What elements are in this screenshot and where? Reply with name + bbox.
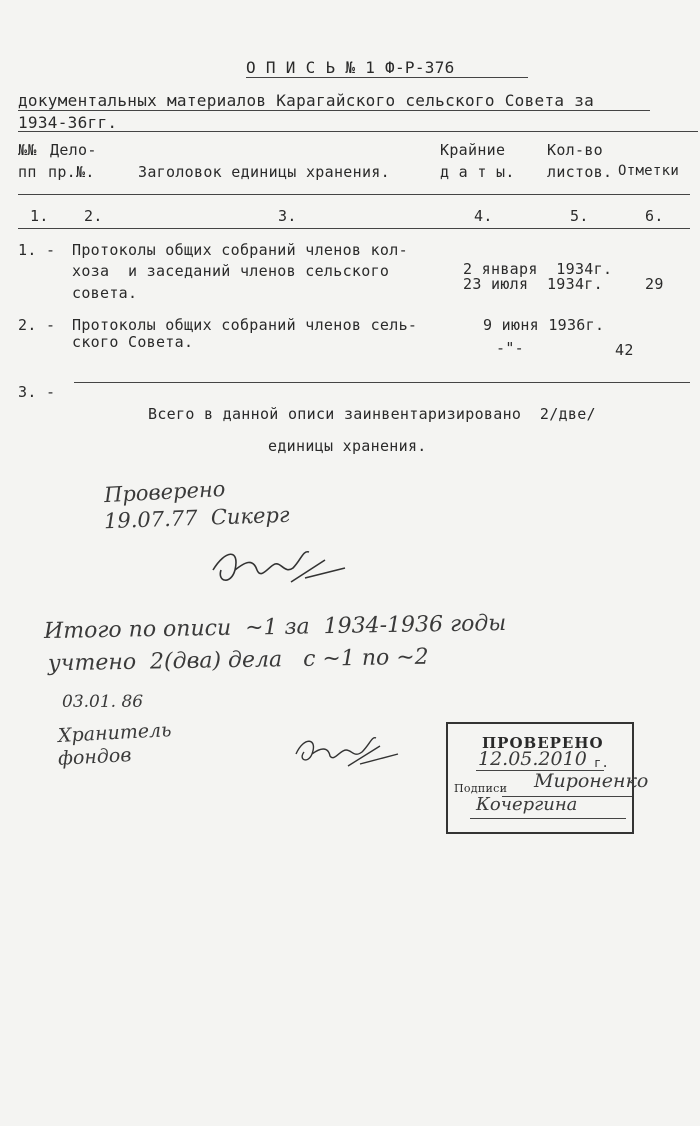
stamp-signatures-label: Подписи xyxy=(454,782,508,795)
row-date-start: 9 июня 1936г. xyxy=(483,316,605,334)
row-number: 3. - xyxy=(18,383,56,401)
stamp-sig-line xyxy=(470,818,626,819)
header-col-case: Дело- xyxy=(50,141,97,159)
numbers-divider xyxy=(18,228,690,229)
header-col-case-sub: пр.№. xyxy=(48,163,95,181)
row-title-line: Протоколы общих собраний членов сель- xyxy=(72,316,418,334)
title-underline xyxy=(246,77,528,78)
stamp-title: ПРОВЕРЕНО xyxy=(482,734,604,752)
row-sheets: 42 xyxy=(615,341,634,359)
col-number-6: 6. xyxy=(645,207,664,225)
header-col-dates: Крайние xyxy=(440,141,506,159)
row-title-line: ского Совета. xyxy=(72,333,194,351)
header-col-dates-sub: д а т ы. xyxy=(440,163,515,181)
verification-stamp xyxy=(446,722,649,834)
handwritten-total-line: Итого по описи ~1 за 1934-1936 годы xyxy=(43,610,507,645)
row-title-line: совета. xyxy=(72,284,138,302)
row-date-ditto: -"- xyxy=(496,339,524,357)
handwritten-checked: Проверено xyxy=(103,476,226,508)
handwritten-keeper: фондов xyxy=(57,744,132,770)
col-number-1: 1. xyxy=(30,207,49,225)
header-col-sheets-sub: листов. xyxy=(547,163,613,181)
inventory-title: О П И С Ь № 1 Ф-Р-376 xyxy=(246,58,455,77)
row-title-line: хоза и заседаний членов сельского xyxy=(72,262,390,280)
summary-line: единицы хранения. xyxy=(268,437,427,455)
years-underline xyxy=(18,131,698,132)
col-number-2: 2. xyxy=(84,207,103,225)
handwritten-checked-date: 19.07.77 Сикерг xyxy=(103,502,290,534)
summary-line: Всего в данной описи заинвентаризировано 2/две/ xyxy=(148,405,596,423)
stamp-signature: Кочергина xyxy=(476,794,578,815)
col-number-5: 5. xyxy=(570,207,589,225)
inventory-years: 1934-36гг. xyxy=(18,113,118,132)
row-date-end: 23 июля 1934г. xyxy=(463,275,603,293)
col-number-4: 4. xyxy=(474,207,493,225)
header-col-notes: Отметки xyxy=(618,163,680,179)
header-divider xyxy=(18,194,690,195)
row-number: 2. - xyxy=(18,316,56,334)
row-date-start: 2 января 1934г. xyxy=(463,260,613,278)
stamp-signature: Мироненко xyxy=(534,770,649,792)
header-col-title: Заголовок единицы хранения. xyxy=(138,163,390,181)
header-col-number: №№ xyxy=(18,141,37,159)
subtitle-underline xyxy=(18,110,650,111)
row3-line xyxy=(74,382,690,383)
row-title-line: Протоколы общих собраний членов кол- xyxy=(72,241,408,259)
header-col-sheets: Кол-во xyxy=(547,141,603,159)
handwritten-date: 03.01. 86 xyxy=(62,692,144,712)
inventory-subtitle: документальных материалов Карагайского сельского Совета за xyxy=(18,91,595,110)
row-sheets: 29 xyxy=(645,275,664,293)
signature-kravets-2 xyxy=(290,728,410,778)
handwritten-keeper: Хранитель xyxy=(57,719,172,747)
signature-kravets-1 xyxy=(205,540,355,600)
handwritten-total-line: учтено 2(два) дела с ~1 по ~2 xyxy=(47,644,429,677)
header-col-number-sub: пп xyxy=(18,163,37,181)
col-number-3: 3. xyxy=(278,207,297,225)
stamp-date: 12.05.2010 xyxy=(478,748,587,770)
row-number: 1. - xyxy=(18,241,56,259)
stamp-date-suffix: г. xyxy=(594,756,610,770)
